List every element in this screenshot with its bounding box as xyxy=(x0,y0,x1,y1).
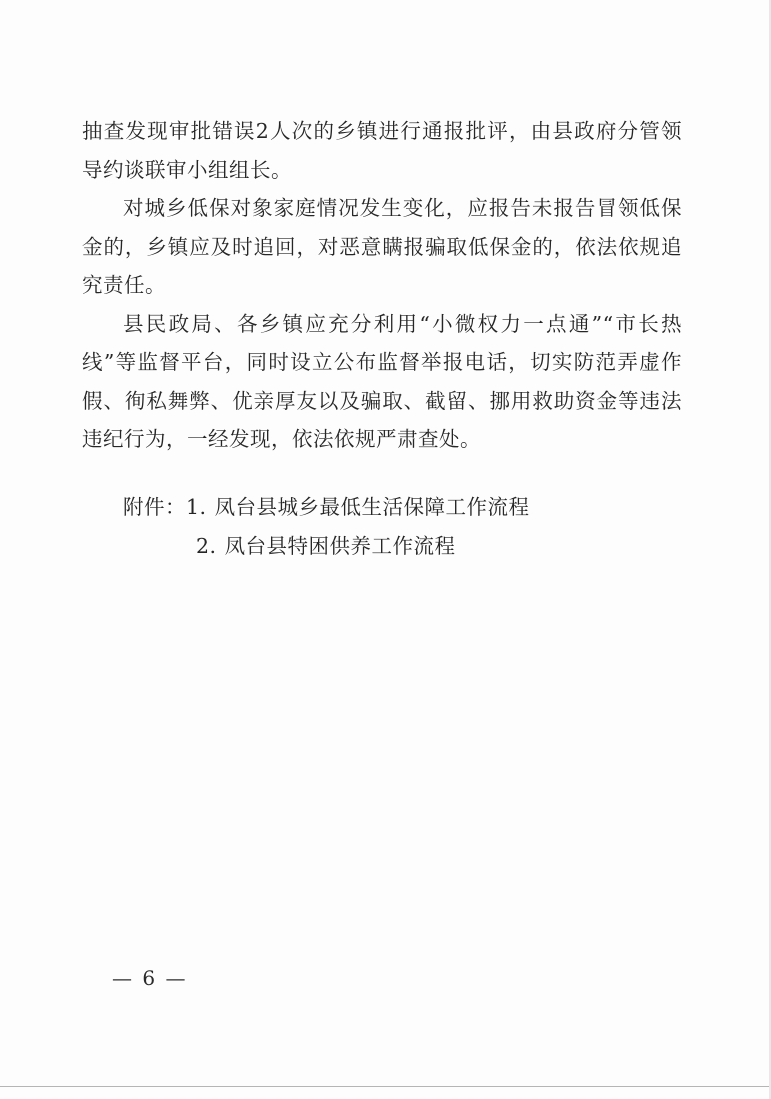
paragraph-family-changes: 对城乡低保对象家庭情况发生变化，应报告未报告冒领低保金的，乡镇应及时追回，对恶意瞒报骗取低保金的，依法依规追究责任。 xyxy=(82,196,682,297)
paragraph-supervision-platforms: 县民政局、各乡镇应充分利用“小微权力一点通”“市长热线”等监督平台，同时设立公布监督举报电话，切实防范弄虚作假、徇私舞弊、优亲厚友以及骗取、截留、挪用救助资金等违法违纪行为，一经发现，依法依规严肃查处。 xyxy=(82,311,682,451)
attachment-title: 凤台县特困供养工作流程 xyxy=(224,533,456,558)
attachment-number: 1. xyxy=(186,495,207,519)
attachment-number: 2. xyxy=(196,533,217,558)
scan-edge-line xyxy=(0,1086,771,1087)
paragraph-approval-errors: 抽查发现审批错误2人次的乡镇进行通报批评，由县政府分管领导约谈联审小组组长。 xyxy=(82,119,682,182)
body-text xyxy=(82,112,682,459)
attachments-label: 附件： xyxy=(123,495,186,519)
attachment-title: 凤台县城乡最低生活保障工作流程 xyxy=(214,495,530,519)
attachment-item xyxy=(123,527,683,566)
attachment-item xyxy=(123,488,683,527)
page-number: — 6 — xyxy=(112,966,188,990)
attachments-list xyxy=(123,488,683,565)
